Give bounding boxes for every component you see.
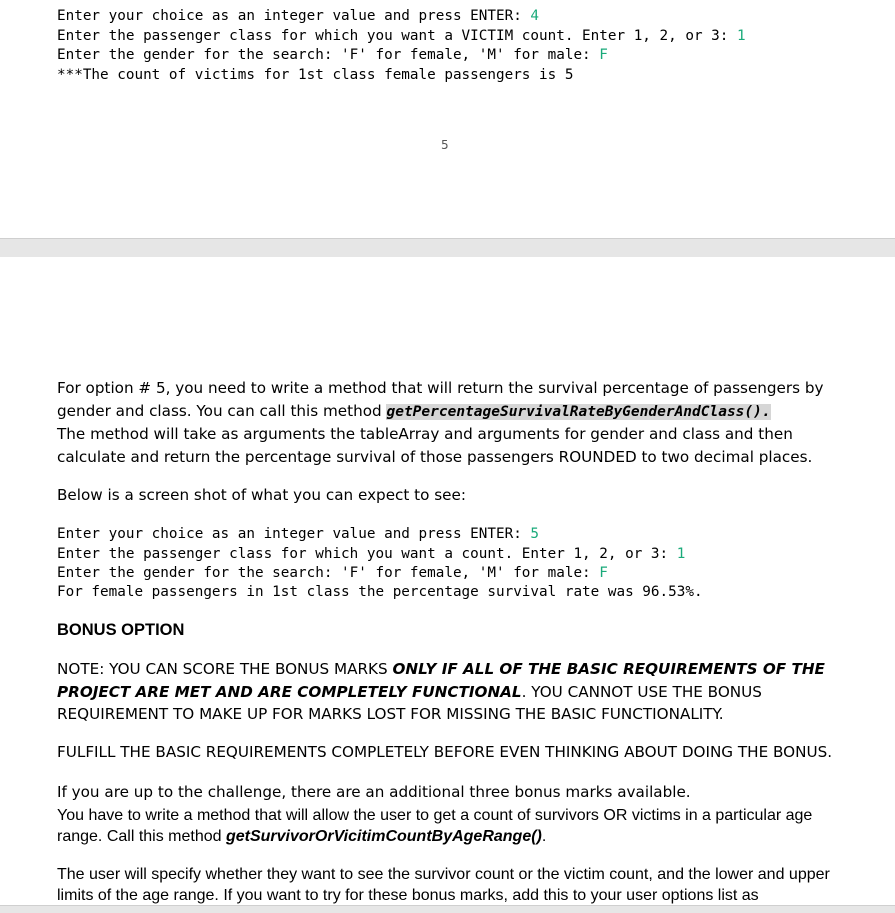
user-spec-paragraph: The user will specify whether they want to see the survivor count or the victim count, and the lower and upper limits of the age range. If you want to try for these bonus marks, add this to your user options list as: [57, 866, 830, 904]
console-prompt: Enter the gender for the search: 'F' for female, 'M' for male:: [57, 565, 600, 581]
console-line-3: [57, 46, 608, 66]
console-prompt: Enter your choice as an integer value and press ENTER:: [57, 526, 531, 542]
page-number: 5: [441, 138, 449, 152]
console-input: F: [599, 47, 608, 63]
page-separator: [0, 238, 895, 258]
method-text: You have to write a method that will allow the user to get a count of survivors OR victims in a particular age range. Call this method: [57, 807, 813, 845]
bonus-note: [57, 658, 842, 726]
console-line-1: [57, 7, 539, 27]
console-input: 1: [737, 28, 746, 44]
console-prompt: Enter the passenger class for which you want a VICTIM count. Enter 1, 2, or 3:: [57, 28, 737, 44]
console-input: 5: [530, 526, 540, 542]
bonus-method-paragraph: [57, 805, 827, 847]
console-line-2: [57, 27, 746, 47]
console2-line-4: For female passengers in 1st class the percentage survival rate was 96.53%.: [57, 584, 703, 600]
option5-text-2: The method will take as arguments the tableArray and arguments for gender and class and then calculate and return the percentage survival of those passengers ROUNDED to two decimal places.: [57, 425, 813, 466]
console-input: 1: [676, 546, 686, 562]
method-text-end: .: [541, 828, 547, 845]
bonus-method-name: getSurvivorOrVicitimCountByAgeRange(): [225, 828, 542, 845]
page-bottom: [0, 257, 895, 912]
option5-paragraph: [57, 377, 847, 468]
method-name-highlight: getPercentageSurvivalRateByGenderAndClass().: [386, 403, 771, 420]
screenshot-intro: Below is a screen shot of what you can expect to see:: [57, 486, 466, 504]
console-line-4: ***The count of victims for 1st class female passengers is 5: [57, 67, 574, 83]
console2-line-1: [57, 525, 539, 545]
note-text-2: . YOU CANNOT USE THE BONUS REQUIREMENT TO MAKE UP FOR MARKS LOST FOR MISSING THE BASIC FUNCTIONALITY.: [57, 682, 762, 723]
page-top: [0, 0, 895, 238]
fulfill-note: FULFILL THE BASIC REQUIREMENTS COMPLETELY BEFORE EVEN THINKING ABOUT DOING THE BONUS.: [57, 743, 833, 761]
console-prompt: Enter the gender for the search: 'F' for female, 'M' for male:: [57, 47, 600, 63]
bonus-heading: BONUS OPTION: [57, 621, 185, 639]
option5-text: For option # 5, you need to write a method that will return the survival percentage of passengers by gender and class. You can call this method: [57, 379, 824, 420]
console2-line-3: [57, 564, 608, 584]
challenge-text: If you are up to the challenge, there are an additional three bonus marks available.: [57, 783, 691, 801]
console2-line-2: [57, 545, 685, 565]
console-prompt: Enter the passenger class for which you want a count. Enter 1, 2, or 3:: [57, 546, 677, 562]
console-input: 4: [530, 8, 540, 24]
console-input: F: [599, 565, 608, 581]
console-prompt: Enter your choice as an integer value and press ENTER:: [57, 8, 531, 24]
note-emphasis: ONLY IF ALL OF THE BASIC REQUIREMENTS OF THE PROJECT ARE MET AND ARE COMPLETELY FUNCTIONAL: [57, 660, 825, 701]
note-text: NOTE: YOU CAN SCORE THE BONUS MARKS: [57, 660, 393, 678]
